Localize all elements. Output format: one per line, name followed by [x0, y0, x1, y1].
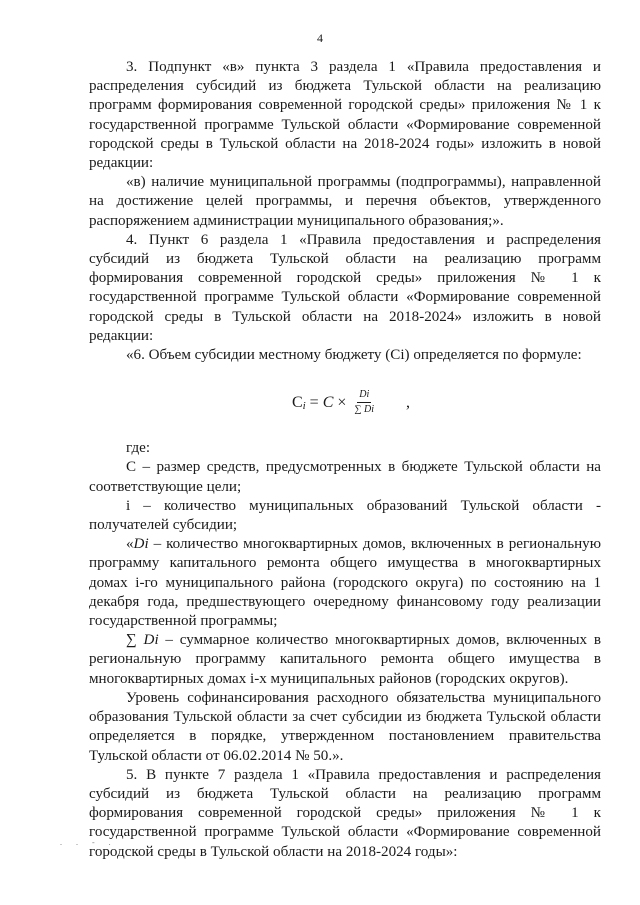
subsidy-formula: [89, 365, 601, 439]
paragraph-item-3: 3. Подпункт «в» пункта 3 раздела 1 «Правила предоставления и распределения субсидий из бюджета Тульской области на реализацию программ формирования современной городской среды» приложения № 1 к государственной программе Тульской области «Формирование современной городской среды в Тульской области на 2018-2024 годы» изложить в новой редакции:: [89, 59, 601, 172]
paragraph-item-5: 5. В пункте 7 раздела 1 «Правила предоставления и распределения субсидий из бюджета Тульской области на реализацию программ формирования современной городской среды» приложения № 1 к государственной программе Тульской области «Формирование современной городской среды в Тульской области на 2018-2024 годы»:: [89, 766, 601, 860]
paragraph-def-sum-di: [89, 631, 601, 689]
def-sum-symbol: ∑: [126, 632, 144, 649]
formula-lhs: C: [291, 393, 303, 411]
paragraph-item-4: 4. Пункт 6 раздела 1 «Правила предоставления и распределения субсидий из бюджета Тульской области на реализацию программ формирования современной городской среды» приложения № 1 к государственной программе Тульской области «Формирование современной городской среды в Тульской области на 2018-2024» изложить в новой редакции:: [89, 231, 601, 344]
page-number: 4: [317, 31, 323, 45]
def-di-variable: Di: [133, 536, 149, 553]
paragraph-def-c: С – размер средств, предусмотренных в бюджете Тульской области на соответствующие цели;: [89, 459, 601, 495]
scan-specks: . . - .: [60, 838, 117, 847]
formula-comma: ,: [406, 393, 411, 411]
paragraph-def-di: [89, 535, 601, 631]
paragraph-cofinancing: Уровень софинансирования расходного обязательства муниципального образования Тульской области за счет субсидии из бюджета Тульской области определяется в порядке, утвержденном постановлением правительства Тульской области от 06.02.2014 № 50.».: [89, 689, 601, 764]
def-di-text: – количество многоквартирных домов, включенных в региональную программу капитального ремонта общего имущества в многоквартирных домах i-го муниципального района (городского округа) по состоянию на 1 декабря года, предшествующего очередному финансовому году реализации государственной программы;: [89, 536, 601, 630]
def-sum-text: – суммарное количество многоквартирных домов, включенных в региональную программу капитального ремонта общего имущества в многоквартирных домах i-х муниципальных районов (городских округов).: [89, 632, 601, 687]
def-di-open-quote: «: [126, 536, 134, 553]
paragraph-subitem-v: «в) наличие муниципальной программы (подпрограммы), направленной на достижение целей программы, и перечня объектов, утвержденного распоряжением администрации муниципального образования;».: [89, 174, 601, 229]
formula-lhs-subscript: i: [302, 399, 306, 412]
formula-numerator: Di: [357, 389, 371, 403]
formula-denominator: ∑ Di: [354, 403, 375, 415]
formula-fraction: [354, 389, 374, 416]
formula-c: C: [322, 393, 334, 411]
formula-times: ×: [333, 393, 351, 411]
formula-equals: =: [305, 393, 323, 411]
paragraph-def-i: i – количество муниципальных образований Тульской области - получателей субсидии;: [89, 497, 601, 534]
document-body: [89, 58, 601, 862]
paragraph-item-6-intro: «6. Объем субсидии местному бюджету (Ci) определяется по формуле:: [126, 347, 582, 364]
paragraph-where: где:: [126, 440, 151, 457]
def-sum-variable: Di: [143, 632, 159, 649]
